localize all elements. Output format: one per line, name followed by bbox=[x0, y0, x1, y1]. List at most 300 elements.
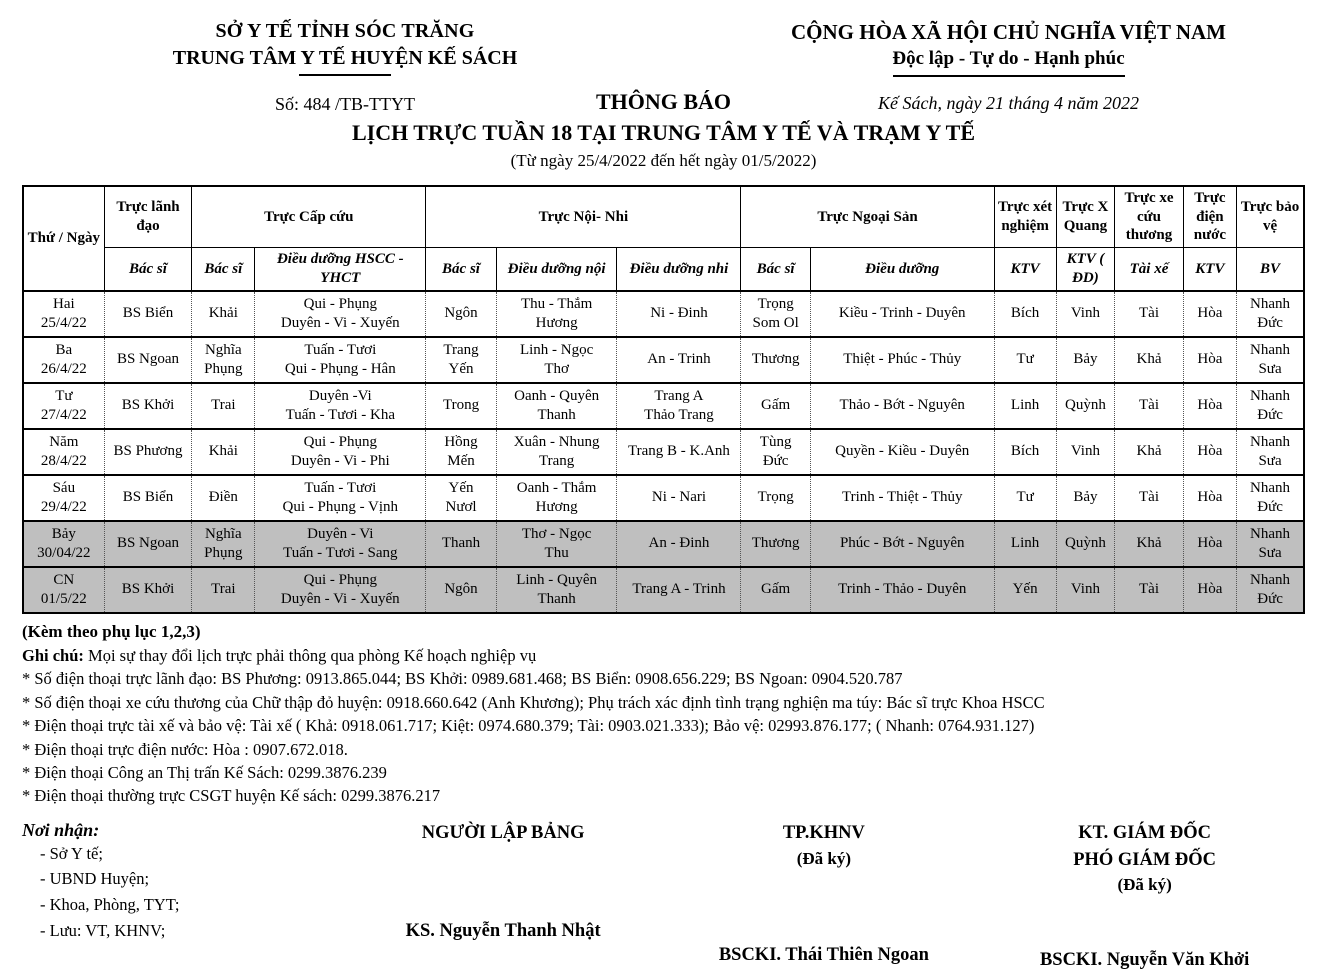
cell-line: Thu - Thắm bbox=[520, 295, 593, 312]
cell-line: Yến bbox=[448, 479, 474, 496]
cell-line: Nhanh bbox=[1250, 341, 1291, 358]
cell-lab-tech bbox=[994, 567, 1056, 613]
cell-line: Khải bbox=[208, 443, 238, 460]
table-body bbox=[23, 291, 1304, 613]
cell-line: Quỳnh bbox=[1065, 397, 1106, 414]
preparer-heading: NGƯỜI LẬP BẢNG bbox=[421, 822, 585, 843]
cell-line: Nhanh bbox=[1250, 295, 1291, 312]
cell-line: Thảo - Bớt - Nguyên bbox=[839, 397, 965, 414]
cell-lab-tech bbox=[994, 475, 1056, 521]
page-subtitle: LỊCH TRỰC TUẦN 18 TẠI TRUNG TÂM Y TẾ VÀ TRẠM Y TẾ bbox=[351, 119, 976, 145]
director-heading: KT. GIÁM ĐỐC bbox=[1078, 822, 1211, 843]
cell-line: CN bbox=[53, 571, 75, 588]
recipients-block bbox=[22, 820, 343, 971]
cell-line: 29/4/22 bbox=[40, 498, 87, 515]
cell-emg-doctor bbox=[192, 475, 255, 521]
cell-line: Thanh bbox=[537, 590, 576, 607]
cell-leader-doctor bbox=[104, 383, 192, 429]
cell-sur-nurse bbox=[810, 521, 994, 567]
header-lab-duty: Trực xét nghiệm bbox=[994, 186, 1056, 248]
province-health-department: SỞ Y TẾ TỈNH SÓC TRĂNG bbox=[215, 20, 475, 42]
cell-line: Trai bbox=[211, 581, 236, 598]
cell-line: Tư bbox=[1016, 351, 1034, 368]
cell-util-tech bbox=[1183, 521, 1236, 567]
subheader-surgery-nurse: Điều dưỡng bbox=[810, 248, 994, 291]
cell-line: Gấm bbox=[761, 397, 791, 414]
cell-line: Linh bbox=[1010, 397, 1040, 414]
cell-int-doctor bbox=[426, 383, 497, 429]
cell-line: 01/5/22 bbox=[40, 590, 87, 607]
cell-guard bbox=[1237, 475, 1304, 521]
cell-line: Sưa bbox=[1258, 360, 1282, 377]
cell-driver bbox=[1115, 429, 1183, 475]
cell-line: Đức bbox=[1257, 590, 1283, 607]
cell-line: Hòa bbox=[1197, 305, 1223, 322]
cell-guard bbox=[1237, 429, 1304, 475]
cell-line: BS Ngoan bbox=[116, 535, 180, 552]
cell-line: Bảy bbox=[51, 525, 76, 542]
cell-line: Duyên - Vi bbox=[307, 525, 374, 542]
cell-int-doctor bbox=[426, 567, 497, 613]
cell-line: Khả bbox=[1136, 535, 1162, 552]
cell-ped-nurse bbox=[617, 521, 741, 567]
cell-line: Sưa bbox=[1258, 544, 1282, 561]
subheader-driver: Tài xế bbox=[1115, 248, 1183, 291]
header-ambulance-duty: Trực xe cứu thương bbox=[1115, 186, 1183, 248]
cell-line: Trai bbox=[211, 397, 236, 414]
cell-line: Duyên - Vi - Xuyến bbox=[280, 314, 400, 331]
cell-leader-doctor bbox=[104, 337, 192, 383]
subheader-emergency-doctor: Bác sĩ bbox=[192, 248, 255, 291]
cell-line: Tuấn - Tươi bbox=[304, 341, 377, 358]
cell-guard bbox=[1237, 521, 1304, 567]
cell-line: Bảy bbox=[1073, 489, 1098, 506]
header-security-duty: Trực bảo vệ bbox=[1237, 186, 1304, 248]
cell-int-doctor bbox=[426, 521, 497, 567]
signature-section bbox=[22, 820, 1305, 971]
cell-driver bbox=[1115, 291, 1183, 337]
recipient-item: - UBND Huyện; bbox=[40, 869, 150, 889]
cell-line: Qui - Phụng bbox=[303, 295, 377, 312]
cell-line: Bảy bbox=[1073, 351, 1098, 368]
document-number: Số: 484 /TB-TTYT bbox=[275, 94, 416, 114]
cell-leader-doctor bbox=[104, 475, 192, 521]
subheader-internal-nurse: Điều dưỡng nội bbox=[496, 248, 617, 291]
note-lines-container bbox=[22, 667, 1305, 808]
cell-util-tech bbox=[1183, 337, 1236, 383]
cell-line: Linh bbox=[1010, 535, 1040, 552]
cell-line: Tư bbox=[1016, 489, 1034, 506]
cell-line: Hòa bbox=[1197, 489, 1223, 506]
subheader-emergency-nurse: Điều dưỡng HSCC - YHCT bbox=[255, 248, 426, 291]
cell-line: Thanh bbox=[441, 535, 481, 552]
cell-sur-nurse bbox=[810, 567, 994, 613]
cell-sur-doctor bbox=[741, 475, 810, 521]
cell-line: BS Khởi bbox=[121, 397, 175, 414]
cell-leader-doctor bbox=[104, 521, 192, 567]
recipient-item: - Khoa, Phòng, TYT; bbox=[40, 894, 180, 914]
cell-int-doctor bbox=[426, 475, 497, 521]
cell-sur-doctor bbox=[741, 291, 810, 337]
preparer-name: KS. Nguyễn Thanh Nhật bbox=[405, 920, 601, 941]
cell-int-doctor bbox=[426, 337, 497, 383]
cell-line: Kiều - Trinh - Duyên bbox=[838, 305, 966, 322]
subheader-pediatric-nurse: Điều dưỡng nhi bbox=[617, 248, 741, 291]
cell-line: Đức bbox=[1257, 406, 1283, 423]
cell-ped-nurse bbox=[617, 475, 741, 521]
cell-ped-nurse bbox=[617, 383, 741, 429]
cell-line: Năm bbox=[49, 433, 79, 450]
country-name: CỘNG HÒA XÃ HỘI CHỦ NGHĨA VIỆT NAM bbox=[790, 20, 1227, 44]
cell-line: Phụng bbox=[204, 360, 243, 377]
cell-line: Tư bbox=[55, 387, 73, 404]
cell-line: Thảo Trang bbox=[644, 406, 714, 423]
cell-line: Vinh bbox=[1070, 581, 1100, 598]
note-line: * Điện thoại trực điện nước: Hòa : 0907.672.018. bbox=[22, 739, 348, 759]
cell-xray-tech bbox=[1056, 383, 1115, 429]
cell-line: Nhanh bbox=[1250, 387, 1291, 404]
duty-roster-table bbox=[22, 185, 1305, 614]
cell-line: Thu bbox=[544, 544, 569, 561]
cell-line: Gấm bbox=[761, 581, 791, 598]
preparer-block bbox=[343, 820, 664, 971]
cell-emg-doctor bbox=[192, 383, 255, 429]
cell-driver bbox=[1115, 475, 1183, 521]
cell-day bbox=[23, 521, 104, 567]
cell-line: Yến bbox=[448, 360, 474, 377]
cell-line: Oanh - Thắm bbox=[516, 479, 597, 496]
cell-line: BS Khởi bbox=[121, 581, 175, 598]
cell-sur-doctor bbox=[741, 429, 810, 475]
cell-leader-doctor bbox=[104, 567, 192, 613]
cell-line: Quyền - Kiều - Duyên bbox=[835, 443, 970, 460]
cell-line: Linh - Quyên bbox=[516, 571, 598, 588]
cell-line: Ni - Nari bbox=[651, 489, 707, 506]
cell-emg-doctor bbox=[192, 337, 255, 383]
cell-line: Tuấn - Tươi - Sang bbox=[283, 544, 398, 561]
cell-leader-doctor bbox=[104, 429, 192, 475]
cell-int-nurse bbox=[496, 475, 617, 521]
cell-day bbox=[23, 337, 104, 383]
cell-line: Quỳnh bbox=[1065, 535, 1106, 552]
cell-line: Duyên - Vi - Phi bbox=[290, 452, 390, 469]
cell-day bbox=[23, 429, 104, 475]
header-utilities-duty: Trực điện nước bbox=[1183, 186, 1236, 248]
cell-line: 25/4/22 bbox=[40, 314, 87, 331]
cell-line: BS Phương bbox=[113, 443, 183, 460]
cell-line: Bích bbox=[1010, 305, 1040, 322]
cell-ped-nurse bbox=[617, 567, 741, 613]
cell-line: Ngôn bbox=[444, 305, 478, 322]
cell-line: Hồng bbox=[444, 433, 478, 450]
cell-line: Phúc - Bớt - Nguyên bbox=[839, 535, 965, 552]
cell-line: Sưa bbox=[1258, 452, 1282, 469]
subheader-leader-doctor: Bác sĩ bbox=[104, 248, 192, 291]
cell-line: Tuấn - Tươi bbox=[304, 479, 377, 496]
national-motto: Độc lập - Tự do - Hạnh phúc bbox=[892, 46, 1124, 73]
cell-line: Trang A - Trinh bbox=[632, 581, 726, 598]
recipient-item: - Lưu: VT, KHNV; bbox=[40, 920, 166, 940]
note-line: * Số điện thoại trực lãnh đạo: BS Phương: 0913.865.044; BS Khởi: 0989.681.468; BS Biển: 0908.656.229; BS Ngoan: 0904.520.787 bbox=[22, 669, 903, 689]
tp-khnv-name: BSCKI. Thái Thiên Ngoan bbox=[718, 945, 929, 966]
cell-line: Trang B - K.Anh bbox=[627, 443, 730, 460]
cell-line: BS Biển bbox=[122, 305, 174, 322]
cell-sur-doctor bbox=[741, 337, 810, 383]
cell-line: Trang bbox=[538, 452, 575, 469]
tp-khnv-signed: (Đã ký) bbox=[796, 848, 852, 868]
cell-emg-doctor bbox=[192, 291, 255, 337]
cell-line: Hai bbox=[53, 295, 75, 312]
note-line: * Điện thoại trực tài xế và bảo vệ: Tài xế ( Khả: 0918.061.717; Kiệt: 0974.680.379; Tài: 0903.021.333); Bảo vệ: 02993.876.177; ( Nhanh: 0764.931.127) bbox=[22, 716, 1035, 736]
table-row bbox=[23, 475, 1304, 521]
note-line: * Số điện thoại xe cứu thương của Chữ thập đỏ huyện: 0918.660.642 (Anh Khương); Phụ trách xác định tình trạng nghiện ma túy: Bác sĩ trực Khoa HSCC bbox=[22, 692, 1045, 712]
cell-line: Hòa bbox=[1197, 443, 1223, 460]
cell-line: Đức bbox=[1257, 498, 1283, 515]
cell-ped-nurse bbox=[617, 337, 741, 383]
cell-emg-nurse bbox=[255, 475, 426, 521]
cell-xray-tech bbox=[1056, 291, 1115, 337]
cell-line: An - Trinh bbox=[647, 351, 711, 368]
cell-line: Khả bbox=[1136, 443, 1162, 460]
cell-line: 26/4/22 bbox=[40, 360, 87, 377]
table-row bbox=[23, 291, 1304, 337]
subheader-lab-technician: KTV bbox=[994, 248, 1056, 291]
cell-lab-tech bbox=[994, 291, 1056, 337]
cell-guard bbox=[1237, 567, 1304, 613]
cell-line: Nhanh bbox=[1250, 433, 1291, 450]
cell-line: Trọng bbox=[757, 295, 794, 312]
cell-driver bbox=[1115, 521, 1183, 567]
cell-line: Thương bbox=[751, 535, 800, 552]
cell-line: Thơ bbox=[544, 360, 569, 377]
cell-line: Trang A bbox=[654, 387, 704, 404]
cell-line: Phụng bbox=[204, 544, 243, 561]
cell-line: Yến bbox=[1012, 581, 1038, 598]
table-row bbox=[23, 383, 1304, 429]
ghichu-text: Mọi sự thay đổi lịch trực phải thông qua phòng Kế hoạch nghiệp vụ bbox=[83, 645, 537, 665]
cell-line: Qui - Phụng bbox=[303, 571, 377, 588]
cell-emg-doctor bbox=[192, 429, 255, 475]
cell-line: Trinh - Thiệt - Thủy bbox=[841, 489, 963, 506]
cell-ped-nurse bbox=[617, 291, 741, 337]
cell-int-nurse bbox=[496, 521, 617, 567]
cell-line: Thương bbox=[751, 351, 800, 368]
cell-line: Trọng bbox=[757, 489, 794, 506]
cell-line: Sáu bbox=[52, 479, 76, 496]
cell-line: BS Ngoan bbox=[116, 351, 180, 368]
notes-section bbox=[22, 620, 1305, 808]
cell-line: Nghĩa bbox=[204, 341, 242, 358]
cell-emg-nurse bbox=[255, 567, 426, 613]
cell-line: Tài bbox=[1139, 581, 1159, 598]
cell-line: Đức bbox=[762, 452, 789, 469]
director-name: BSCKI. Nguyễn Văn Khởi bbox=[1039, 950, 1250, 971]
national-heading-block bbox=[690, 18, 1327, 115]
subheader-internal-doctor: Bác sĩ bbox=[426, 248, 497, 291]
cell-xray-tech bbox=[1056, 521, 1115, 567]
recipients-title: Nơi nhận: bbox=[22, 819, 100, 840]
cell-line: BS Biển bbox=[122, 489, 174, 506]
cell-sur-nurse bbox=[810, 291, 994, 337]
ghichu-line bbox=[22, 644, 1305, 667]
note-line: * Điện thoại thường trực CSGT huyện Kế sách: 0299.3876.217 bbox=[22, 786, 441, 806]
header-emergency-duty: Trực Cấp cứu bbox=[192, 186, 426, 248]
cell-line: Ni - Đinh bbox=[650, 305, 708, 322]
cell-emg-nurse bbox=[255, 337, 426, 383]
cell-lab-tech bbox=[994, 383, 1056, 429]
table-head bbox=[23, 186, 1304, 291]
cell-int-nurse bbox=[496, 291, 617, 337]
table-sub-header-row bbox=[23, 248, 1304, 291]
cell-line: Nươl bbox=[445, 498, 477, 515]
cell-ped-nurse bbox=[617, 429, 741, 475]
cell-line: Trinh - Thảo - Duyên bbox=[838, 581, 967, 598]
cell-line: Thiệt - Phúc - Thủy bbox=[843, 351, 962, 368]
cell-emg-doctor bbox=[192, 567, 255, 613]
cell-line: Tài bbox=[1139, 489, 1159, 506]
cell-line: Khải bbox=[208, 305, 238, 322]
cell-emg-nurse bbox=[255, 383, 426, 429]
subheader-guard: BV bbox=[1237, 248, 1304, 291]
cell-line: Vinh bbox=[1070, 305, 1100, 322]
director-block bbox=[984, 820, 1305, 971]
cell-line: 30/04/22 bbox=[37, 544, 91, 561]
cell-day bbox=[23, 475, 104, 521]
recipient-item: - Sở Y tế; bbox=[40, 843, 103, 863]
cell-line: 27/4/22 bbox=[40, 406, 87, 423]
cell-line: Som Ol bbox=[752, 314, 799, 331]
header-surgery-obstetrics-duty: Trực Ngoại Sản bbox=[741, 186, 994, 248]
table-row bbox=[23, 567, 1304, 613]
cell-emg-doctor bbox=[192, 521, 255, 567]
recipients-list bbox=[22, 841, 343, 943]
note-line: * Điện thoại Công an Thị trấn Kế Sách: 0299.3876.239 bbox=[22, 762, 387, 782]
subheader-surgery-doctor: Bác sĩ bbox=[741, 248, 810, 291]
cell-line: 28/4/22 bbox=[40, 452, 87, 469]
cell-driver bbox=[1115, 383, 1183, 429]
cell-line: Nhanh bbox=[1250, 479, 1291, 496]
cell-sur-doctor bbox=[741, 521, 810, 567]
cell-line: Mến bbox=[447, 452, 475, 469]
cell-guard bbox=[1237, 383, 1304, 429]
cell-line: Trong bbox=[442, 397, 480, 414]
cell-line: Nhanh bbox=[1250, 571, 1291, 588]
cell-guard bbox=[1237, 337, 1304, 383]
deputy-director-heading: PHÓ GIÁM ĐỐC bbox=[1073, 849, 1217, 870]
cell-sur-nurse bbox=[810, 383, 994, 429]
cell-line: Điền bbox=[208, 489, 238, 506]
cell-int-doctor bbox=[426, 291, 497, 337]
cell-xray-tech bbox=[1056, 475, 1115, 521]
cell-line: Oanh - Quyên bbox=[514, 387, 600, 404]
cell-int-nurse bbox=[496, 567, 617, 613]
cell-line: Qui - Phụng - Hân bbox=[284, 360, 396, 377]
cell-line: Trang bbox=[443, 341, 479, 358]
cell-guard bbox=[1237, 291, 1304, 337]
cell-emg-nurse bbox=[255, 291, 426, 337]
cell-xray-tech bbox=[1056, 337, 1115, 383]
table-row bbox=[23, 429, 1304, 475]
cell-lab-tech bbox=[994, 337, 1056, 383]
cell-line: Thanh bbox=[537, 406, 576, 423]
cell-line: Nhanh bbox=[1250, 525, 1291, 542]
district-medical-center: TRUNG TÂM Y TẾ HUYỆN KẾ SÁCH bbox=[173, 45, 518, 72]
cell-line: Nghĩa bbox=[204, 525, 242, 542]
cell-xray-tech bbox=[1056, 429, 1115, 475]
table-row bbox=[23, 521, 1304, 567]
cell-sur-nurse bbox=[810, 475, 994, 521]
subheader-utilities-technician: KTV bbox=[1183, 248, 1236, 291]
cell-line: Đức bbox=[1257, 314, 1283, 331]
cell-leader-doctor bbox=[104, 291, 192, 337]
header-day: Thứ / Ngày bbox=[23, 186, 104, 291]
cell-line: Khả bbox=[1136, 351, 1162, 368]
cell-line: Qui - Phụng bbox=[303, 433, 377, 450]
cell-line: Duyên -Vi bbox=[308, 387, 372, 404]
attachment-note: (Kèm theo phụ lục 1,2,3) bbox=[22, 621, 201, 641]
page-title: THÔNG BÁO bbox=[595, 89, 732, 114]
subheader-xray-technician: KTV ( ĐD) bbox=[1056, 248, 1115, 291]
cell-xray-tech bbox=[1056, 567, 1115, 613]
cell-line: Xuân - Nhung bbox=[513, 433, 600, 450]
tp-khnv-heading: TP.KHNV bbox=[782, 822, 865, 843]
duty-table-container bbox=[22, 185, 1305, 614]
cell-line: Vinh bbox=[1070, 443, 1100, 460]
cell-line: Tài bbox=[1139, 397, 1159, 414]
cell-sur-nurse bbox=[810, 337, 994, 383]
cell-line: Hương bbox=[535, 314, 578, 331]
cell-util-tech bbox=[1183, 567, 1236, 613]
cell-line: Linh - Ngọc bbox=[519, 341, 594, 358]
cell-day bbox=[23, 291, 104, 337]
cell-emg-nurse bbox=[255, 429, 426, 475]
cell-lab-tech bbox=[994, 429, 1056, 475]
ghichu-label: Ghi chú: bbox=[22, 645, 84, 665]
place-and-date: Kế Sách, ngày 21 tháng 4 năm 2022 bbox=[878, 92, 1139, 113]
cell-driver bbox=[1115, 337, 1183, 383]
date-range: (Từ ngày 25/4/2022 đến hết ngày 01/5/2022) bbox=[510, 151, 817, 171]
cell-sur-doctor bbox=[741, 383, 810, 429]
table-row bbox=[23, 337, 1304, 383]
cell-line: Bích bbox=[1010, 443, 1040, 460]
cell-line: Hòa bbox=[1197, 581, 1223, 598]
cell-int-nurse bbox=[496, 429, 617, 475]
cell-line: Tùng bbox=[759, 433, 792, 450]
cell-line: Ba bbox=[55, 341, 73, 358]
cell-util-tech bbox=[1183, 291, 1236, 337]
cell-lab-tech bbox=[994, 521, 1056, 567]
cell-line: An - Đinh bbox=[648, 535, 710, 552]
director-signed: (Đã ký) bbox=[1117, 875, 1172, 895]
cell-line: Ngôn bbox=[444, 581, 478, 598]
cell-line: Hương bbox=[535, 498, 578, 515]
cell-line: Thơ - Ngọc bbox=[521, 525, 592, 542]
header-leader-duty: Trực lãnh đạo bbox=[104, 186, 192, 248]
cell-line: Qui - Phụng - Vịnh bbox=[282, 498, 399, 515]
cell-line: Duyên - Vi - Xuyến bbox=[280, 590, 400, 607]
cell-util-tech bbox=[1183, 429, 1236, 475]
cell-int-nurse bbox=[496, 337, 617, 383]
cell-sur-doctor bbox=[741, 567, 810, 613]
cell-driver bbox=[1115, 567, 1183, 613]
cell-line: Hòa bbox=[1197, 397, 1223, 414]
cell-util-tech bbox=[1183, 475, 1236, 521]
cell-line: Tuấn - Tươi - Kha bbox=[285, 406, 395, 423]
cell-line: Hòa bbox=[1197, 351, 1223, 368]
header-xray-duty: Trực X Quang bbox=[1056, 186, 1115, 248]
cell-util-tech bbox=[1183, 383, 1236, 429]
cell-day bbox=[23, 383, 104, 429]
